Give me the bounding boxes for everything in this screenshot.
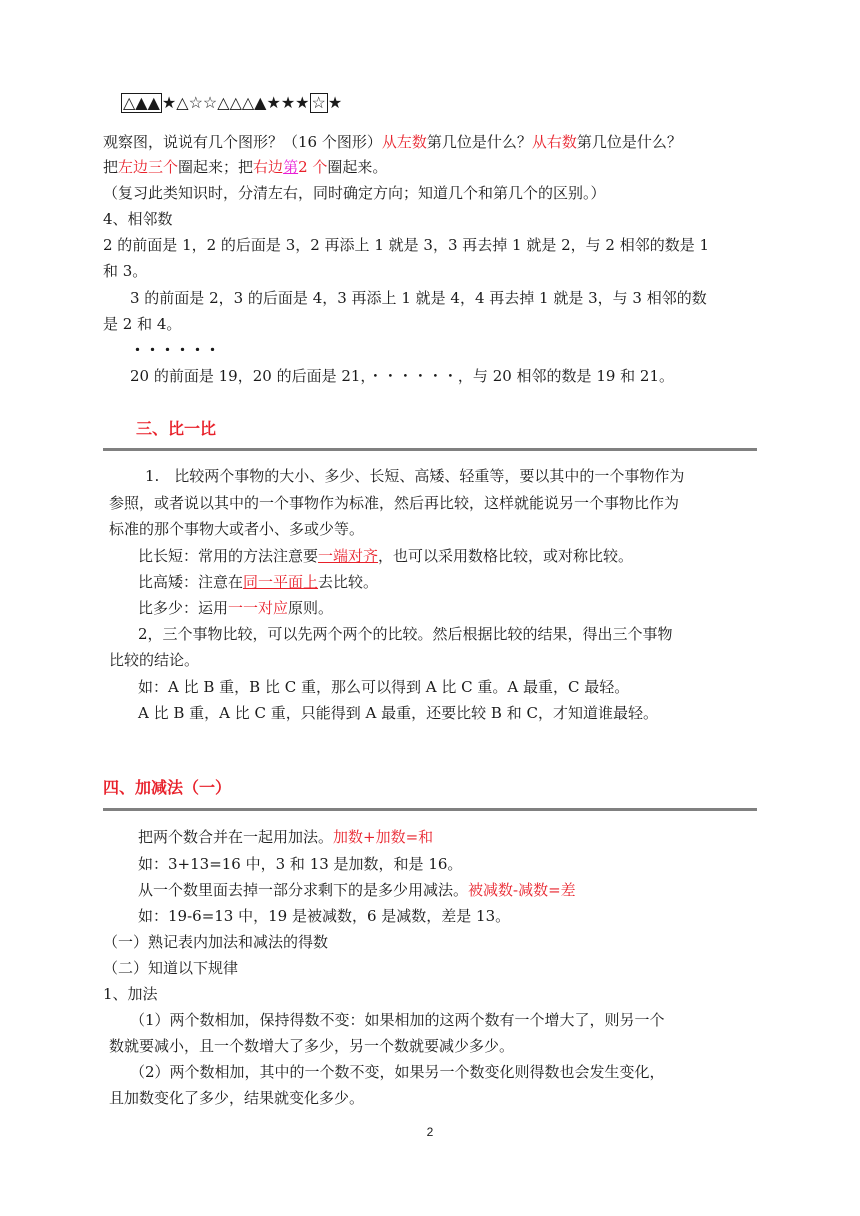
compare-line-2: 参照，或者说以其中的一个事物作为标准，然后再比较，这样就能说另一个事物比作为	[109, 494, 680, 512]
subsection-1: （一）熟记表内加法和减法的得数	[103, 933, 329, 951]
compare-example-1: 如：A 比 B 重，B 比 C 重，那么可以得到 A 比 C 重。A 最重，C 最轻。	[138, 678, 630, 696]
adjacent-line-1: 2 的前面是 1，2 的后面是 3，2 再添上 1 就是 3，3 再去掉 1 就是 2，与 2 相邻的数是 1	[103, 236, 710, 254]
adjacent-line-2: 和 3。	[103, 262, 148, 280]
rule-2-line-2: 且加数变化了多少，结果就变化多少。	[109, 1089, 365, 1107]
shapes-end: ★	[327, 93, 343, 112]
circle-line: 把左边三个圈起来；把右边第2 个圈起来。	[103, 158, 388, 176]
observe-line: 观察图，说说有几个图形？（16 个图形）从左数第几位是什么？从右数第几位是什么？	[103, 133, 682, 151]
boxed-shape-right: ☆	[311, 93, 326, 112]
rule-1-line-1: （1）两个数相加，保持得数不变：如果相加的这两个数有一个增大了，则另一个	[130, 1011, 665, 1029]
subtraction-example: 如：19-6=13 中，19 是被减数，6 是减数，差是 13。	[138, 907, 511, 925]
boxed-shapes-left: △▲▲	[123, 93, 160, 112]
subsection-2: （二）知道以下规律	[103, 959, 239, 977]
rule-1-line-2: 数就要减小，且一个数增大了多少，另一个数就要减少多少。	[109, 1037, 515, 1055]
shapes-row	[121, 92, 342, 114]
compare-line-8: 比较的结论。	[109, 651, 200, 669]
review-note: （复习此类知识时，分清左右，同时确定方向；知道几个和第几个的区别。）	[103, 184, 606, 202]
compare-amount: 比多少：运用一一对应原则。	[138, 599, 334, 617]
compare-height: 比高矮：注意在同一平面上去比较。	[138, 573, 379, 591]
subtraction-definition: 从一个数里面去掉一部分求剩下的是多少用减法。被减数-减数=差	[138, 881, 576, 899]
adjacent-line-4: 是 2 和 4。	[103, 315, 182, 333]
compare-line-1: 1. 比较两个事物的大小、多少、长短、高矮、轻重等，要以其中的一个事物作为	[145, 467, 685, 485]
compare-line-3: 标准的那个事物大或者小、多或少等。	[109, 520, 365, 538]
rule-2-line-1: （2）两个数相加，其中的一个数不变，如果另一个数变化则得数也会发生变化，	[130, 1063, 665, 1081]
shapes-middle: ★△☆☆△△△▲★★★	[161, 93, 310, 112]
adjacent-line-3: 3 的前面是 2，3 的后面是 4，3 再添上 1 就是 4，4 再去掉 1 就是 3，与 3 相邻的数	[130, 289, 707, 307]
section-divider	[103, 808, 757, 811]
addition-definition: 把两个数合并在一起用加法。加数+加数=和	[138, 828, 434, 846]
adjacent-line-5: 20 的前面是 19，20 的后面是 21，・・・・・・，与 20 相邻的数是 19 和 21。	[130, 367, 675, 385]
section-title-compare: 三、比一比	[136, 419, 217, 438]
section-divider	[103, 448, 757, 451]
compare-line-7: 2，三个事物比较，可以先两个两个的比较。然后根据比较的结果，得出三个事物	[138, 625, 673, 643]
page-number: 2	[426, 1125, 434, 1139]
addition-example: 如：3+13=16 中，3 和 13 是加数，和是 16。	[138, 855, 463, 873]
compare-example-2: A 比 B 重，A 比 C 重，只能得到 A 最重，还要比较 B 和 C，才知道谁最轻。	[138, 704, 658, 722]
compare-length: 比长短：常用的方法注意要一端对齐，也可以采用数格比较，或对称比较。	[138, 547, 634, 565]
section-title-add-subtract: 四、加减法（一）	[103, 778, 232, 797]
ellipsis-dots: ・・・・・・	[130, 341, 221, 359]
adjacent-heading: 4、相邻数	[103, 210, 173, 228]
addition-heading: 1、加法	[103, 985, 158, 1003]
